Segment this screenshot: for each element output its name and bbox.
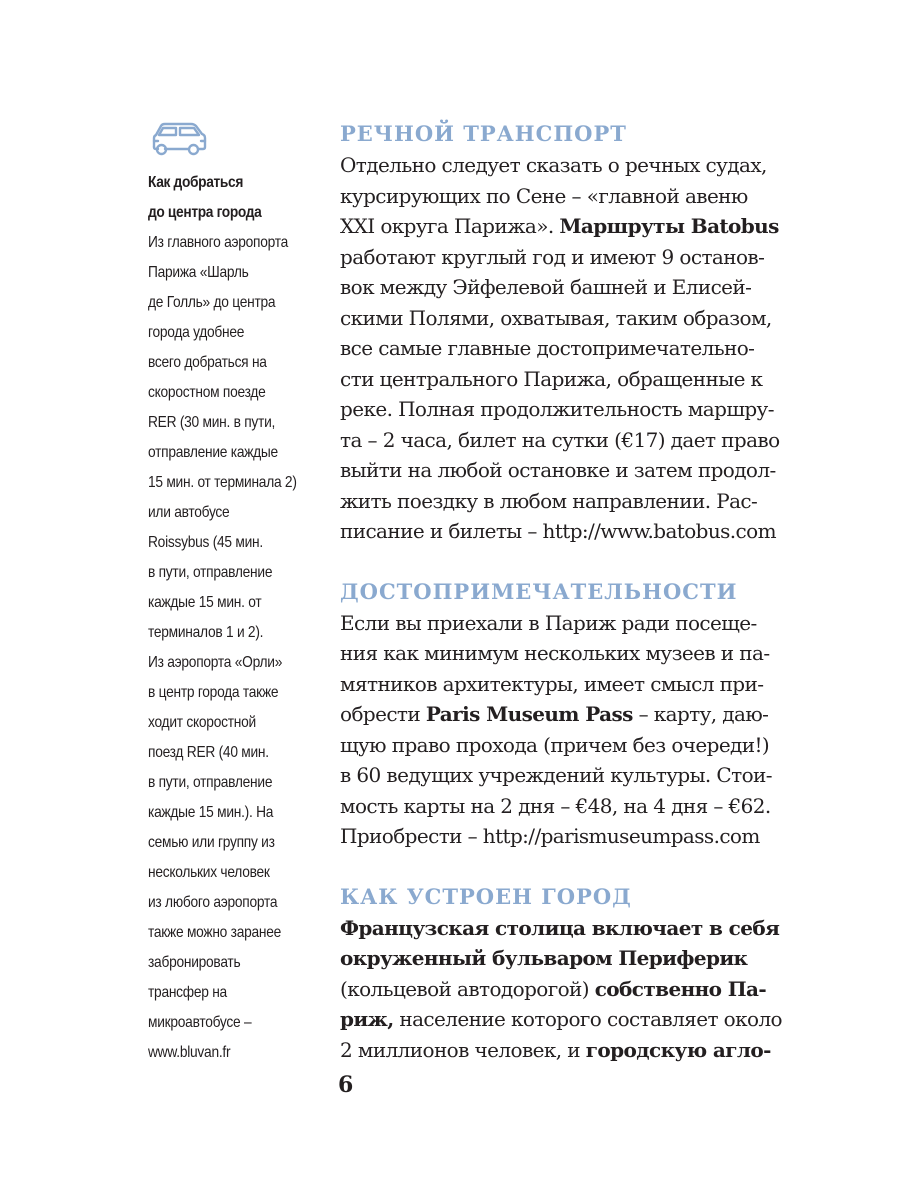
section-heading: ДОСТОПРИМЕЧАТЕЛЬНОСТИ xyxy=(340,578,738,604)
text-run: щую право прохода (причем без очереди!) xyxy=(340,732,770,757)
sidebar-body-line: 15 мин. от терминала 2) xyxy=(148,474,297,491)
paragraph-line xyxy=(340,303,788,334)
paragraph-line xyxy=(340,150,788,181)
section-paragraph xyxy=(340,608,788,852)
sidebar-body-line: семью или группу из xyxy=(148,834,275,851)
paragraph-line xyxy=(340,638,788,669)
text-run: Если вы приехали в Париж ради посеще- xyxy=(340,610,757,635)
bold-text: риж, xyxy=(340,1007,394,1031)
text-run: в 60 ведущих учреждений культуры. Стои- xyxy=(340,763,772,787)
paragraph-line xyxy=(340,1035,788,1066)
paragraph-line xyxy=(340,974,788,1005)
paragraph-line xyxy=(340,455,788,486)
text-run: жить поездку в любом направлении. Рас- xyxy=(340,488,758,513)
paragraph-line xyxy=(340,333,788,364)
sidebar-body-line: всего добраться на xyxy=(148,354,267,371)
sidebar-body-line: RER (30 мин. в пути, xyxy=(148,414,276,431)
paragraph-line xyxy=(340,1004,788,1035)
sidebar-body-line: терминалов 1 и 2). xyxy=(148,624,264,641)
paragraph-line xyxy=(340,669,788,700)
paragraph-line xyxy=(340,394,788,425)
text-run: – карту, даю- xyxy=(632,702,769,726)
sidebar-body-line: каждые 15 мин. от xyxy=(148,594,262,611)
text-run: XXI округа Парижа». xyxy=(340,214,560,238)
sidebar-title xyxy=(148,168,329,228)
sidebar-body-line: или автобусе xyxy=(148,504,230,521)
text-run: ния как минимум нескольких музеев и па- xyxy=(340,641,770,665)
section-paragraph xyxy=(340,150,788,547)
text-run: реке. Полная продолжительность маршру- xyxy=(340,397,774,421)
sidebar-body-line: в центр города также xyxy=(148,684,279,701)
sidebar-body-line: ходит скоростной xyxy=(148,714,256,731)
bold-text: городскую агло- xyxy=(585,1037,771,1062)
text-run: работают круглый год и имеют 9 останов- xyxy=(340,244,765,269)
text-run: вок между Эйфелевой башней и Елисей- xyxy=(340,275,752,299)
paragraph-line xyxy=(340,730,788,761)
bold-text: Маршруты Batobus xyxy=(559,214,779,238)
bold-text: Paris Museum Pass xyxy=(425,702,633,726)
sidebar-body-line: Roissybus (45 мин. xyxy=(148,534,263,551)
paragraph-line xyxy=(340,364,788,395)
car-icon xyxy=(150,120,208,158)
sidebar-body-line: нескольких человек xyxy=(148,864,270,881)
sidebar-body-line: микроавтобусе – xyxy=(148,1014,252,1031)
paragraph-line xyxy=(340,943,788,974)
text-run: все самые главные достопримечательно- xyxy=(340,336,755,360)
page-number: 6 xyxy=(338,1072,354,1098)
sidebar-body-line: де Голль» до центра xyxy=(148,294,276,311)
paragraph-line xyxy=(340,608,788,639)
sidebar-body-line: Из аэропорта «Орли» xyxy=(148,654,283,671)
main-text xyxy=(340,118,788,1065)
paragraph-line xyxy=(340,242,788,273)
text-run: мятников архитектуры, имеет смысл при- xyxy=(340,671,764,696)
sidebar-title-line: Как добраться xyxy=(148,174,244,191)
paragraph-line xyxy=(340,272,788,303)
paragraph-line xyxy=(340,211,788,242)
text-run: скими Полями, охватывая, таким образом, xyxy=(340,305,772,330)
text-run: выйти на любой остановке и затем продол- xyxy=(340,458,776,482)
section-paragraph xyxy=(340,913,788,1066)
paragraph-line xyxy=(340,760,788,791)
text-run: Отдельно следует сказать о речных судах, xyxy=(340,153,767,177)
sidebar-body xyxy=(148,228,329,1068)
text-run: сти центрального Парижа, обращенные к xyxy=(340,366,763,391)
sidebar-body-line: города удобнее xyxy=(148,324,245,341)
paragraph-line xyxy=(340,181,788,212)
bold-text: собственно Па- xyxy=(594,976,767,1001)
sidebar-body-line: каждые 15 мин.). На xyxy=(148,804,274,821)
paragraph-line xyxy=(340,516,788,547)
text-run: Приобрести – http://parismuseumpass.com xyxy=(340,824,760,848)
section-heading: РЕЧНОЙ ТРАНСПОРТ xyxy=(340,121,627,146)
bold-text: Французская столица включает в себя xyxy=(340,915,780,940)
text-run: мость карты на 2 дня – €48, на 4 дня – €62. xyxy=(340,793,771,818)
sidebar-body-line: Парижа «Шарль xyxy=(148,264,249,281)
sidebar-body-line: Из главного аэропорта xyxy=(148,234,288,251)
sidebar-body-line: в пути, отправление xyxy=(148,564,273,581)
text-run: (кольцевой автодорогой) xyxy=(340,976,595,1001)
paragraph-line xyxy=(340,486,788,517)
sidebar-body-line: отправление каждые xyxy=(148,444,278,461)
text-run: та – 2 часа, билет на сутки (€17) дает право xyxy=(340,427,780,452)
text-run: население которого составляет около xyxy=(393,1007,782,1031)
sidebar-body-line: скоростном поезде xyxy=(148,384,266,401)
bold-text: окруженный бульваром Периферик xyxy=(340,946,748,970)
sidebar-note xyxy=(148,120,326,1068)
sidebar-body-line: из любого аэропорта xyxy=(148,894,278,911)
text-run: 2 миллионов человек, и xyxy=(340,1037,586,1062)
text-run: курсирующих по Сене – «главной авеню xyxy=(340,183,748,208)
sidebar-title-line: до центра города xyxy=(148,204,262,221)
text-run: обрести xyxy=(340,702,426,726)
section-heading: КАК УСТРОЕН ГОРОД xyxy=(340,883,632,909)
sidebar-body-line: www.bluvan.fr xyxy=(148,1044,231,1061)
text-run: писание и билеты – http://www.batobus.com xyxy=(340,519,776,543)
sidebar-body-line: поезд RER (40 мин. xyxy=(148,744,269,761)
sidebar-body-line: в пути, отправление xyxy=(148,774,273,791)
sidebar-body-line: трансфер на xyxy=(148,984,227,1001)
paragraph-line xyxy=(340,913,788,944)
paragraph-line xyxy=(340,425,788,456)
paragraph-line xyxy=(340,699,788,730)
sidebar-body-line: забронировать xyxy=(148,954,241,971)
sidebar-body-line: также можно заранее xyxy=(148,924,282,941)
paragraph-line xyxy=(340,821,788,852)
paragraph-line xyxy=(340,791,788,822)
